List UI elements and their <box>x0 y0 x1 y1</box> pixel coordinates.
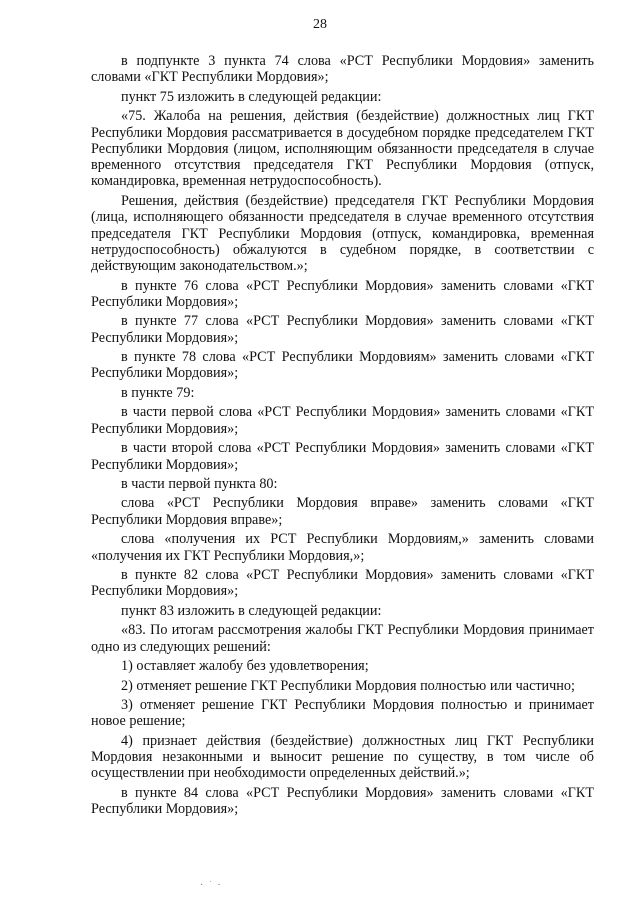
paragraph: «75. Жалоба на решения, действия (бездействие) должностных лиц ГКТ Республики Мордовия рассматривается в досудебном порядке председателем ГКТ Республики Мордовия (лицом, исполняющим обязанности председателя в случае временного отсутствия председателя ГКТ Республики Мордовия (отпуск, командировка, временная нетрудоспособность). <box>91 108 594 190</box>
paragraph: 2) отменяет решение ГКТ Республики Мордовия полностью или частично; <box>121 677 575 694</box>
paragraph: 1) оставляет жалобу без удовлетворения; <box>121 658 369 675</box>
paragraph: в подпункте 3 пункта 74 слова «РСТ Республики Мордовия» заменить словами «ГКТ Республики Мордовия»; <box>91 53 594 86</box>
page-number: 28 <box>313 17 327 32</box>
paragraph: пункт 83 изложить в следующей редакции: <box>121 602 382 619</box>
scan-artifact: · ͘ · <box>200 880 224 891</box>
paragraph: в пункте 77 слова «РСТ Республики Мордовия» заменить словами «ГКТ Республики Мордовия»; <box>91 313 594 346</box>
paragraph: в пункте 82 слова «РСТ Республики Мордовия» заменить словами «ГКТ Республики Мордовия»; <box>91 567 594 600</box>
paragraph: Решения, действия (бездействие) председателя ГКТ Республики Мордовия (лица, исполняющего обязанности председателя в случае временного отсутствия председателя ГКТ Республики Мордовия (отпуск, командировка, временная нетрудоспособность) обжалуются в судебном порядке, в соответствии с действующим законодательством.»; <box>91 192 594 275</box>
paragraph: 3) отменяет решение ГКТ Республики Мордовия полностью и принимает новое решение; <box>91 697 594 730</box>
paragraph: «83. По итогам рассмотрения жалобы ГКТ Республики Мордовия принимает одно из следующих решений: <box>91 622 594 655</box>
paragraph: слова «получения их РСТ Республики Мордовиям,» заменить словами «получения их ГКТ Республики Мордовия,»; <box>91 531 594 564</box>
paragraph: слова «РСТ Республики Мордовия вправе» заменить словами «ГКТ Республики Мордовия вправе»; <box>91 495 594 528</box>
paragraph: в части первой слова «РСТ Республики Мордовия» заменить словами «ГКТ Республики Мордовия»; <box>91 404 594 437</box>
paragraph: в пункте 76 слова «РСТ Республики Мордовия» заменить словами «ГКТ Республики Мордовия»; <box>91 277 594 310</box>
paragraph: пункт 75 изложить в следующей редакции: <box>121 88 382 105</box>
paragraph: в пункте 84 слова «РСТ Республики Мордовия» заменить словами «ГКТ Республики Мордовия»; <box>91 784 594 818</box>
paragraph: в части второй слова «РСТ Республики Мордовия» заменить словами «ГКТ Республики Мордовия»; <box>91 440 594 473</box>
paragraph: 4) признает действия (бездействие) должностных лиц ГКТ Республики Мордовия незаконными и выносит решение по существу, в том числе об осуществлении при необходимости определенных действий.»; <box>91 732 594 782</box>
paragraph: в пункте 79: <box>121 384 195 401</box>
document-body <box>91 53 594 821</box>
paragraph: в части первой пункта 80: <box>121 476 278 492</box>
paragraph: в пункте 78 слова «РСТ Республики Мордовиям» заменить словами «ГКТ Республики Мордовия»; <box>91 349 594 382</box>
